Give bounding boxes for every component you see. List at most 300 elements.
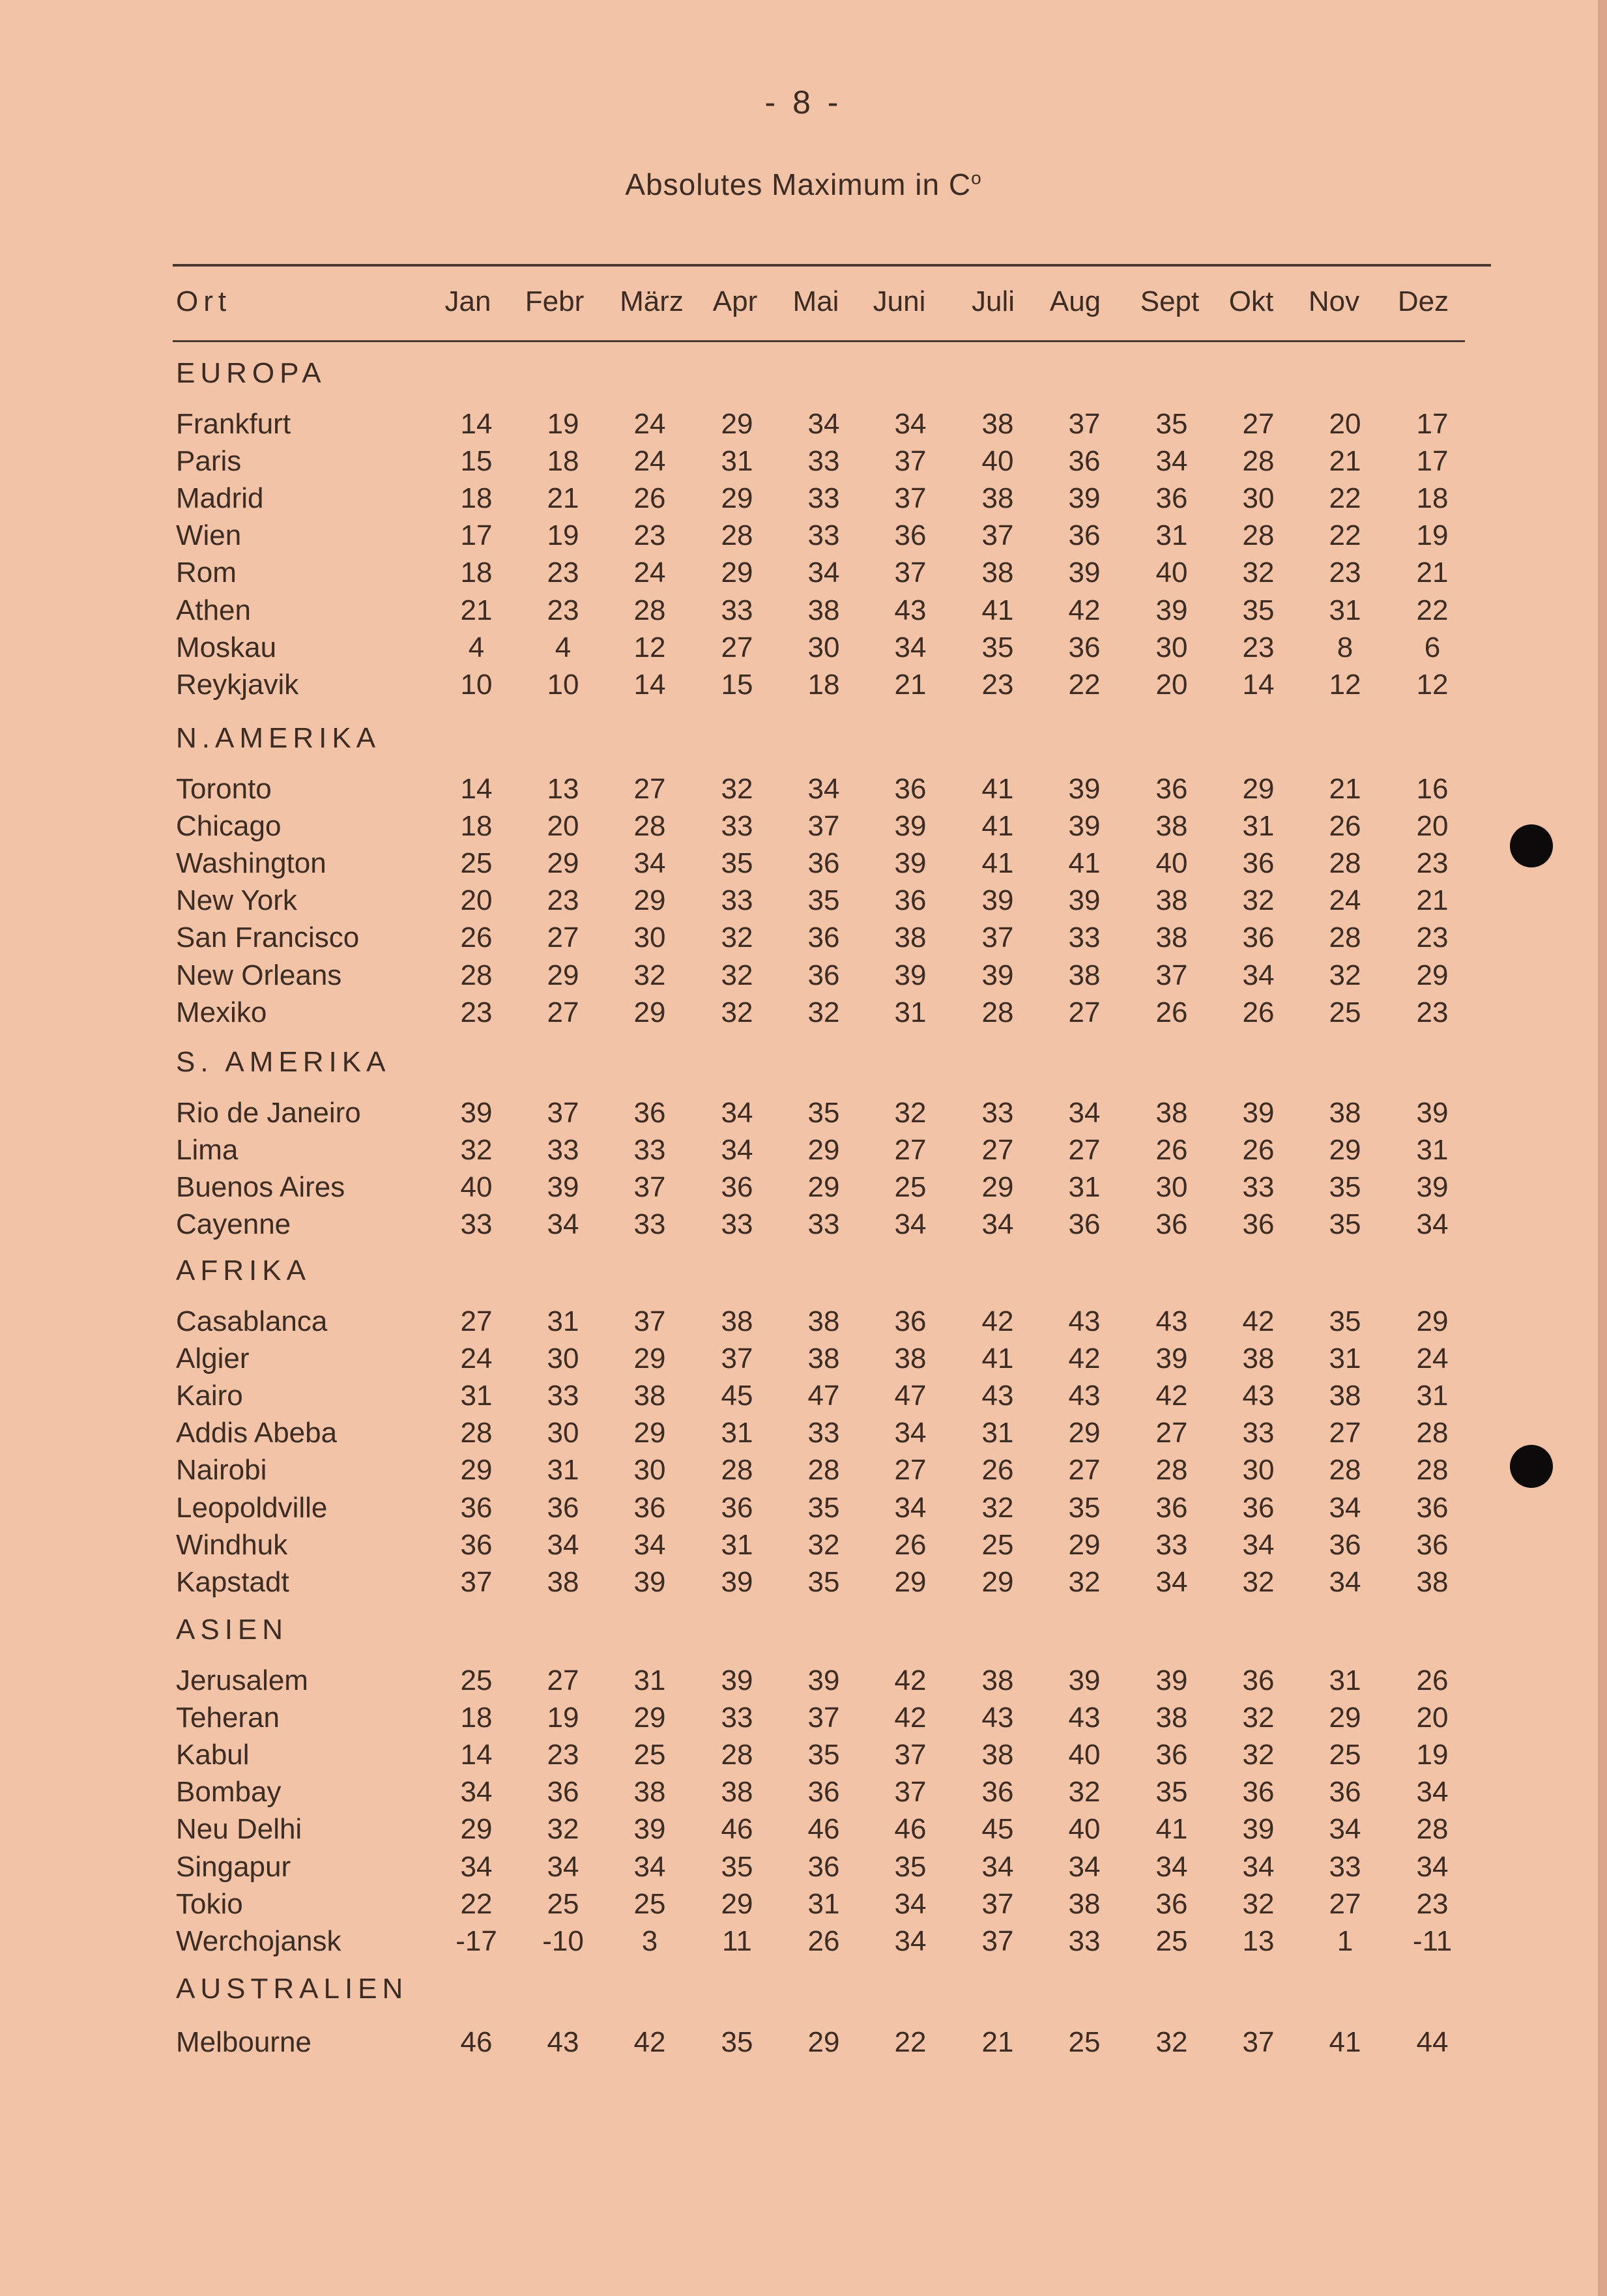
row-value-cell: 34 xyxy=(981,1850,1014,1883)
row-value-cell: 29 xyxy=(1068,1528,1101,1561)
row-value-cell: 30 xyxy=(1155,1171,1188,1204)
row-value-cell: 31 xyxy=(1155,519,1188,552)
row-value-cell: 37 xyxy=(894,1776,927,1809)
row-value-cell: 38 xyxy=(981,557,1014,589)
page-number: - 8 - xyxy=(764,84,843,121)
header-month: Sept xyxy=(1140,285,1200,317)
row-value-cell: 30 xyxy=(633,1454,666,1487)
row-value-cell: 38 xyxy=(981,1664,1014,1696)
row-value-cell: 35 xyxy=(807,1491,840,1524)
row-value-cell: 32 xyxy=(1242,1702,1275,1734)
row-value-cell: 34 xyxy=(1416,1776,1449,1809)
row-value-cell: 20 xyxy=(1329,408,1361,440)
row-value-cell: 24 xyxy=(1416,1343,1449,1375)
row-value-cell: 45 xyxy=(981,1813,1014,1846)
row-value-cell: 42 xyxy=(1068,1343,1101,1375)
row-value-cell: 35 xyxy=(981,631,1014,663)
header-place: Ort xyxy=(176,285,232,317)
row-value-cell: 28 xyxy=(721,1454,753,1487)
row-value-cell: 34 xyxy=(894,1925,927,1957)
row-value-cell: 36 xyxy=(721,1491,753,1524)
row-value-cell: 36 xyxy=(807,959,840,991)
row-value-cell: 35 xyxy=(721,847,753,880)
row-value-cell: 41 xyxy=(1068,847,1101,880)
row-value-cell: 36 xyxy=(1155,1887,1188,1920)
row-value-cell: 33 xyxy=(807,445,840,478)
row-value-cell: 36 xyxy=(633,1491,666,1524)
row-value-cell: 43 xyxy=(1242,1380,1275,1412)
row-value-cell: 36 xyxy=(1242,922,1275,954)
row-value-cell: 31 xyxy=(807,1887,840,1920)
row-value-cell: 11 xyxy=(722,1925,752,1957)
row-value-cell: 23 xyxy=(1416,922,1449,954)
row-place-name: Moskau xyxy=(176,631,277,663)
row-value-cell: 34 xyxy=(981,1208,1014,1241)
row-value-cell: 34 xyxy=(547,1528,579,1561)
row-value-cell: 36 xyxy=(547,1491,579,1524)
row-value-cell: 33 xyxy=(981,1097,1014,1129)
table-row xyxy=(0,669,1607,706)
row-value-cell: -10 xyxy=(542,1925,584,1957)
row-value-cell: 25 xyxy=(894,1171,927,1204)
table-row xyxy=(0,482,1607,519)
row-value-cell: 39 xyxy=(1155,1664,1188,1696)
row-value-cell: 33 xyxy=(721,1208,753,1241)
row-value-cell: 34 xyxy=(633,1528,666,1561)
row-place-name: Addis Abeba xyxy=(176,1417,338,1449)
row-value-cell: 34 xyxy=(807,408,840,440)
row-value-cell: 38 xyxy=(721,1305,753,1337)
row-value-cell: 35 xyxy=(1329,1305,1361,1337)
row-place-name: Tokio xyxy=(176,1887,243,1920)
row-value-cell: 34 xyxy=(1329,1491,1361,1524)
row-value-cell: 25 xyxy=(633,1739,666,1771)
row-value-cell: 15 xyxy=(721,668,753,701)
row-value-cell: 12 xyxy=(633,631,666,663)
header-month: Juli xyxy=(971,285,1015,317)
row-value-cell: 34 xyxy=(547,1208,579,1241)
row-value-cell: 29 xyxy=(547,959,579,991)
row-value-cell: 33 xyxy=(1068,1925,1101,1957)
row-value-cell: 42 xyxy=(1242,1305,1275,1337)
row-value-cell: 30 xyxy=(547,1417,579,1449)
row-value-cell: 30 xyxy=(633,922,666,954)
row-place-name: Buenos Aires xyxy=(176,1171,345,1204)
row-value-cell: -17 xyxy=(456,1925,497,1957)
row-value-cell: 30 xyxy=(1242,482,1275,515)
row-value-cell: 27 xyxy=(547,922,579,954)
table-row xyxy=(0,1343,1607,1380)
row-value-cell: 43 xyxy=(894,594,927,626)
row-value-cell: 38 xyxy=(807,594,840,626)
row-value-cell: 39 xyxy=(1242,1097,1275,1129)
row-value-cell: 42 xyxy=(894,1702,927,1734)
row-value-cell: 27 xyxy=(981,1134,1014,1167)
table-row xyxy=(0,1813,1607,1850)
row-value-cell: 38 xyxy=(1155,810,1188,843)
row-value-cell: 39 xyxy=(1416,1171,1449,1204)
row-value-cell: 10 xyxy=(460,668,493,701)
table-row xyxy=(0,1566,1607,1603)
row-value-cell: 36 xyxy=(1155,1491,1188,1524)
row-value-cell: 10 xyxy=(547,668,579,701)
row-value-cell: 36 xyxy=(547,1776,579,1809)
row-value-cell: 34 xyxy=(1242,1850,1275,1883)
row-value-cell: 4 xyxy=(468,631,485,663)
row-place-name: Kapstadt xyxy=(176,1565,289,1598)
table-row xyxy=(0,1739,1607,1776)
row-place-name: Teheran xyxy=(176,1702,280,1734)
row-value-cell: 38 xyxy=(547,1565,579,1598)
row-value-cell: 34 xyxy=(1155,1850,1188,1883)
row-value-cell: 33 xyxy=(807,482,840,515)
row-value-cell: 31 xyxy=(1329,594,1361,626)
table-row xyxy=(0,884,1607,922)
row-value-cell: 32 xyxy=(1242,1565,1275,1598)
row-value-cell: 36 xyxy=(807,847,840,880)
row-value-cell: 26 xyxy=(1242,1134,1275,1167)
row-value-cell: 29 xyxy=(1329,1702,1361,1734)
row-value-cell: 29 xyxy=(1068,1417,1101,1449)
row-value-cell: 43 xyxy=(1068,1702,1101,1734)
row-value-cell: 33 xyxy=(807,519,840,552)
row-value-cell: 37 xyxy=(460,1565,493,1598)
row-place-name: Paris xyxy=(176,445,242,478)
row-value-cell: 14 xyxy=(1242,668,1275,701)
row-value-cell: 38 xyxy=(1329,1380,1361,1412)
row-value-cell: 36 xyxy=(807,1776,840,1809)
row-place-name: Neu Delhi xyxy=(176,1813,302,1846)
row-place-name: Cayenne xyxy=(176,1208,291,1241)
row-value-cell: 23 xyxy=(1416,996,1449,1028)
row-value-cell: 38 xyxy=(1329,1097,1361,1129)
row-place-name: Rom xyxy=(176,557,237,589)
row-value-cell: 33 xyxy=(547,1380,579,1412)
row-value-cell: 29 xyxy=(633,1417,666,1449)
row-value-cell: 25 xyxy=(981,1528,1014,1561)
row-value-cell: 28 xyxy=(1416,1417,1449,1449)
row-value-cell: 34 xyxy=(1416,1208,1449,1241)
row-value-cell: 26 xyxy=(981,1454,1014,1487)
row-value-cell: 23 xyxy=(547,557,579,589)
row-value-cell: 42 xyxy=(1155,1380,1188,1412)
row-value-cell: 35 xyxy=(807,1565,840,1598)
row-value-cell: 29 xyxy=(807,2026,840,2058)
table-row xyxy=(0,1208,1607,1245)
row-value-cell: 32 xyxy=(721,959,753,991)
row-value-cell: 32 xyxy=(547,1813,579,1846)
row-place-name: Bombay xyxy=(176,1776,282,1809)
row-value-cell: 27 xyxy=(633,773,666,805)
row-value-cell: 36 xyxy=(1068,519,1101,552)
row-value-cell: 46 xyxy=(894,1813,927,1846)
row-value-cell: 22 xyxy=(1329,482,1361,515)
row-value-cell: 36 xyxy=(894,884,927,917)
row-value-cell: 36 xyxy=(1242,1664,1275,1696)
table-row xyxy=(0,922,1607,959)
row-value-cell: 37 xyxy=(1155,959,1188,991)
section-heading: S. AMERIKA xyxy=(176,1046,391,1078)
row-value-cell: 38 xyxy=(1416,1565,1449,1598)
header-month: Okt xyxy=(1228,285,1274,317)
row-value-cell: 43 xyxy=(981,1380,1014,1412)
row-place-name: Singapur xyxy=(176,1850,291,1883)
row-value-cell: 28 xyxy=(1242,445,1275,478)
row-value-cell: 36 xyxy=(1155,773,1188,805)
section-heading: AFRIKA xyxy=(176,1255,311,1286)
row-value-cell: 29 xyxy=(981,1171,1014,1204)
row-value-cell: 39 xyxy=(460,1097,493,1129)
row-value-cell: 34 xyxy=(633,1850,666,1883)
row-value-cell: 41 xyxy=(981,1343,1014,1375)
row-value-cell: 25 xyxy=(1329,996,1361,1028)
row-value-cell: 24 xyxy=(460,1343,493,1375)
row-value-cell: 30 xyxy=(547,1343,579,1375)
row-value-cell: 31 xyxy=(1242,810,1275,843)
row-value-cell: 26 xyxy=(1242,996,1275,1028)
row-value-cell: 17 xyxy=(1416,445,1449,478)
row-value-cell: 13 xyxy=(547,773,579,805)
row-value-cell: 33 xyxy=(721,594,753,626)
row-value-cell: 34 xyxy=(1068,1850,1101,1883)
row-value-cell: 21 xyxy=(1416,557,1449,589)
row-value-cell: 38 xyxy=(894,922,927,954)
row-value-cell: 31 xyxy=(1416,1380,1449,1412)
header-month: März xyxy=(620,285,684,317)
row-value-cell: 34 xyxy=(807,773,840,805)
row-value-cell: 33 xyxy=(1068,922,1101,954)
row-value-cell: 27 xyxy=(1329,1887,1361,1920)
row-value-cell: 34 xyxy=(807,557,840,589)
row-value-cell: 36 xyxy=(981,1776,1014,1809)
row-value-cell: 21 xyxy=(981,2026,1014,2058)
header-month: Aug xyxy=(1049,285,1101,317)
row-value-cell: 46 xyxy=(460,2026,493,2058)
row-value-cell: 14 xyxy=(633,668,666,701)
row-value-cell: 26 xyxy=(1155,996,1188,1028)
row-value-cell: 27 xyxy=(460,1305,493,1337)
row-value-cell: 31 xyxy=(1329,1343,1361,1375)
row-place-name: Kabul xyxy=(176,1739,250,1771)
row-value-cell: 29 xyxy=(460,1454,493,1487)
row-value-cell: 28 xyxy=(633,594,666,626)
row-value-cell: 23 xyxy=(547,884,579,917)
row-value-cell: 32 xyxy=(981,1491,1014,1524)
row-value-cell: 12 xyxy=(1329,668,1361,701)
row-value-cell: 34 xyxy=(721,1097,753,1129)
row-value-cell: 34 xyxy=(1242,1528,1275,1561)
row-value-cell: 32 xyxy=(633,959,666,991)
row-value-cell: 43 xyxy=(1155,1305,1188,1337)
table-row xyxy=(0,773,1607,810)
table-row xyxy=(0,1380,1607,1417)
row-value-cell: 39 xyxy=(981,884,1014,917)
row-value-cell: 37 xyxy=(807,810,840,843)
row-value-cell: 34 xyxy=(460,1850,493,1883)
row-value-cell: 25 xyxy=(1329,1739,1361,1771)
row-value-cell: 39 xyxy=(721,1664,753,1696)
row-value-cell: 34 xyxy=(1155,445,1188,478)
row-value-cell: 32 xyxy=(1242,557,1275,589)
row-value-cell: 34 xyxy=(894,1208,927,1241)
row-value-cell: 37 xyxy=(894,557,927,589)
row-value-cell: 18 xyxy=(807,668,840,701)
row-value-cell: 36 xyxy=(1416,1491,1449,1524)
row-value-cell: 21 xyxy=(1416,884,1449,917)
table-row xyxy=(0,632,1607,669)
row-value-cell: 29 xyxy=(633,996,666,1028)
row-value-cell: 31 xyxy=(721,1417,753,1449)
row-place-name: Nairobi xyxy=(176,1454,267,1487)
row-place-name: Wien xyxy=(176,519,242,552)
row-place-name: Algier xyxy=(176,1343,250,1375)
row-value-cell: 3 xyxy=(641,1925,658,1957)
table-top-rule xyxy=(173,264,1491,267)
row-value-cell: 19 xyxy=(547,519,579,552)
table-row xyxy=(0,1851,1607,1888)
row-value-cell: 36 xyxy=(1155,482,1188,515)
row-value-cell: 26 xyxy=(894,1528,927,1561)
row-value-cell: 32 xyxy=(1068,1565,1101,1598)
row-value-cell: 24 xyxy=(1329,884,1361,917)
header-month: Juni xyxy=(873,285,926,317)
row-place-name: San Francisco xyxy=(176,922,360,954)
row-value-cell: 29 xyxy=(981,1565,1014,1598)
table-header-rule xyxy=(173,340,1465,342)
row-value-cell: 34 xyxy=(894,1491,927,1524)
row-value-cell: 45 xyxy=(721,1380,753,1412)
row-value-cell: 41 xyxy=(1155,1813,1188,1846)
row-value-cell: 35 xyxy=(721,2026,753,2058)
row-value-cell: 8 xyxy=(1337,631,1354,663)
row-value-cell: 31 xyxy=(981,1417,1014,1449)
row-value-cell: 22 xyxy=(894,2026,927,2058)
row-value-cell: 42 xyxy=(894,1664,927,1696)
row-value-cell: 34 xyxy=(460,1776,493,1809)
row-value-cell: 31 xyxy=(460,1380,493,1412)
row-value-cell: 33 xyxy=(1242,1417,1275,1449)
table-row xyxy=(0,1888,1607,1925)
row-value-cell: 34 xyxy=(547,1850,579,1883)
row-value-cell: 32 xyxy=(721,773,753,805)
row-value-cell: 19 xyxy=(1416,519,1449,552)
row-value-cell: 31 xyxy=(721,445,753,478)
row-value-cell: 28 xyxy=(1242,519,1275,552)
row-value-cell: 29 xyxy=(721,1887,753,1920)
row-value-cell: 37 xyxy=(981,519,1014,552)
row-value-cell: 39 xyxy=(721,1565,753,1598)
row-value-cell: 33 xyxy=(807,1417,840,1449)
row-value-cell: 28 xyxy=(721,1739,753,1771)
row-value-cell: 34 xyxy=(1155,1565,1188,1598)
table-row xyxy=(0,1529,1607,1566)
row-value-cell: 44 xyxy=(1416,2026,1449,2058)
row-value-cell: 35 xyxy=(1155,408,1188,440)
row-value-cell: 41 xyxy=(981,773,1014,805)
row-value-cell: 31 xyxy=(1329,1664,1361,1696)
row-value-cell: 41 xyxy=(1329,2026,1361,2058)
row-value-cell: 28 xyxy=(981,996,1014,1028)
row-value-cell: 34 xyxy=(894,1417,927,1449)
row-value-cell: 1 xyxy=(1337,1925,1354,1957)
row-value-cell: 38 xyxy=(807,1305,840,1337)
table-row xyxy=(0,594,1607,632)
header-month: Apr xyxy=(712,285,758,317)
table-row xyxy=(0,1417,1607,1454)
table-row xyxy=(0,1454,1607,1491)
row-value-cell: 27 xyxy=(1068,1134,1101,1167)
row-value-cell: 23 xyxy=(1242,631,1275,663)
row-value-cell: 37 xyxy=(981,1925,1014,1957)
row-value-cell: 33 xyxy=(633,1134,666,1167)
row-value-cell: 38 xyxy=(807,1343,840,1375)
row-value-cell: 36 xyxy=(460,1528,493,1561)
row-place-name: Toronto xyxy=(176,773,272,805)
table-row xyxy=(0,557,1607,594)
row-place-name: Reykjavik xyxy=(176,668,299,701)
row-value-cell: 29 xyxy=(1416,1305,1449,1337)
row-value-cell: 23 xyxy=(633,519,666,552)
row-value-cell: 43 xyxy=(981,1702,1014,1734)
row-value-cell: 31 xyxy=(1416,1134,1449,1167)
row-value-cell: 34 xyxy=(894,631,927,663)
row-value-cell: 29 xyxy=(547,847,579,880)
row-value-cell: 43 xyxy=(1068,1380,1101,1412)
row-value-cell: 23 xyxy=(547,1739,579,1771)
row-value-cell: 12 xyxy=(1416,668,1449,701)
row-value-cell: 41 xyxy=(981,847,1014,880)
row-value-cell: 14 xyxy=(460,773,493,805)
row-value-cell: 38 xyxy=(981,1739,1014,1771)
row-value-cell: 37 xyxy=(894,1739,927,1771)
row-value-cell: 25 xyxy=(460,847,493,880)
row-value-cell: 40 xyxy=(1155,557,1188,589)
row-value-cell: 21 xyxy=(1329,445,1361,478)
row-value-cell: 24 xyxy=(633,557,666,589)
row-value-cell: 38 xyxy=(1242,1343,1275,1375)
row-value-cell: 33 xyxy=(1155,1528,1188,1561)
row-value-cell: 37 xyxy=(633,1171,666,1204)
row-value-cell: 32 xyxy=(721,996,753,1028)
row-value-cell: 14 xyxy=(460,408,493,440)
row-value-cell: 4 xyxy=(555,631,572,663)
row-place-name: Lima xyxy=(176,1134,239,1167)
row-value-cell: 38 xyxy=(981,408,1014,440)
row-value-cell: 36 xyxy=(1242,1208,1275,1241)
row-value-cell: 36 xyxy=(1155,1208,1188,1241)
row-value-cell: 28 xyxy=(1329,922,1361,954)
table-row xyxy=(0,1097,1607,1134)
row-value-cell: 39 xyxy=(1068,1664,1101,1696)
row-value-cell: 34 xyxy=(633,847,666,880)
row-value-cell: 42 xyxy=(981,1305,1014,1337)
row-value-cell: 39 xyxy=(981,959,1014,991)
row-value-cell: 28 xyxy=(721,519,753,552)
row-value-cell: 22 xyxy=(1416,594,1449,626)
row-value-cell: 28 xyxy=(633,810,666,843)
row-value-cell: 36 xyxy=(807,1850,840,1883)
row-value-cell: 27 xyxy=(1329,1417,1361,1449)
row-value-cell: 17 xyxy=(1416,408,1449,440)
row-place-name: Athen xyxy=(176,594,251,626)
row-value-cell: 28 xyxy=(460,959,493,991)
section-heading: N.AMERIKA xyxy=(176,722,381,754)
row-value-cell: 23 xyxy=(1416,847,1449,880)
table-row xyxy=(0,1702,1607,1739)
row-value-cell: 36 xyxy=(1242,1491,1275,1524)
row-value-cell: 23 xyxy=(547,594,579,626)
row-place-name: Frankfurt xyxy=(176,408,291,440)
